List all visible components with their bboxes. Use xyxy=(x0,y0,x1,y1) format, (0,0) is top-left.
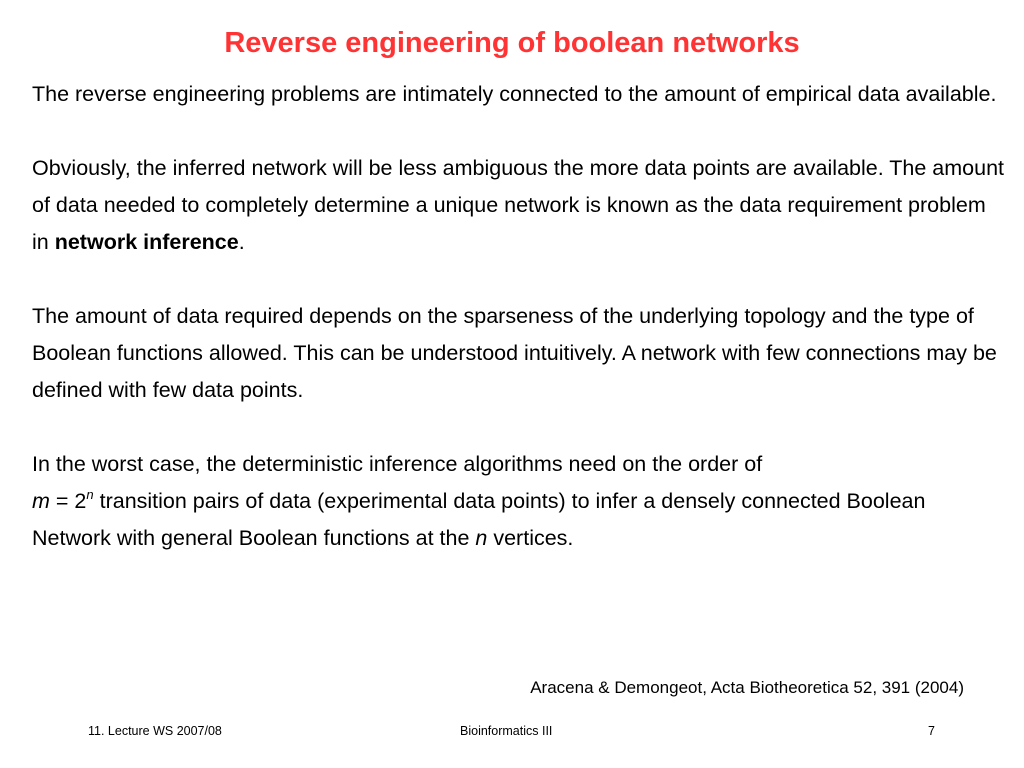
paragraph-data-availability: The reverse engineering problems are intimately connected to the amount of empirical data available. xyxy=(32,82,997,106)
paragraph-data-requirement xyxy=(32,150,1007,261)
paragraph-text: Obviously, the inferred network will be less ambiguous the more data points are available. The amount of data needed to completely determine a unique network is known as the data requirement problem in xyxy=(32,156,1005,254)
exponent-n: n xyxy=(86,487,94,502)
slide-body xyxy=(32,76,1007,557)
network-inference-term: network inference xyxy=(54,230,239,254)
paragraph-text: . xyxy=(238,230,245,254)
variable-m: m xyxy=(32,489,50,513)
footer-course: Bioinformatics III xyxy=(460,724,553,738)
citation: Aracena & Demongeot, Acta Biotheoretica 52, 391 (2004) xyxy=(530,678,964,697)
paragraph-sparseness: The amount of data required depends on the sparseness of the underlying topology and the type of Boolean functions allowed. This can be understood intuitively. A network with few connections may be defined with few data points. xyxy=(32,304,997,402)
footer-lecture: 11. Lecture WS 2007/08 xyxy=(88,724,222,738)
slide-title: Reverse engineering of boolean networks xyxy=(224,27,800,59)
footer-page-number: 7 xyxy=(928,724,935,738)
paragraph-text: In the worst case, the deterministic inference algorithms need on the order of xyxy=(32,452,763,476)
paragraph-text: transition pairs of data (experimental data points) to infer a densely connected Boolean Network with general Boolean functions at the xyxy=(32,489,926,550)
paragraph-worst-case xyxy=(32,446,1007,557)
paragraph-text: vertices. xyxy=(487,526,574,550)
variable-n: n xyxy=(475,526,488,550)
equation-text: = 2 xyxy=(49,489,87,513)
